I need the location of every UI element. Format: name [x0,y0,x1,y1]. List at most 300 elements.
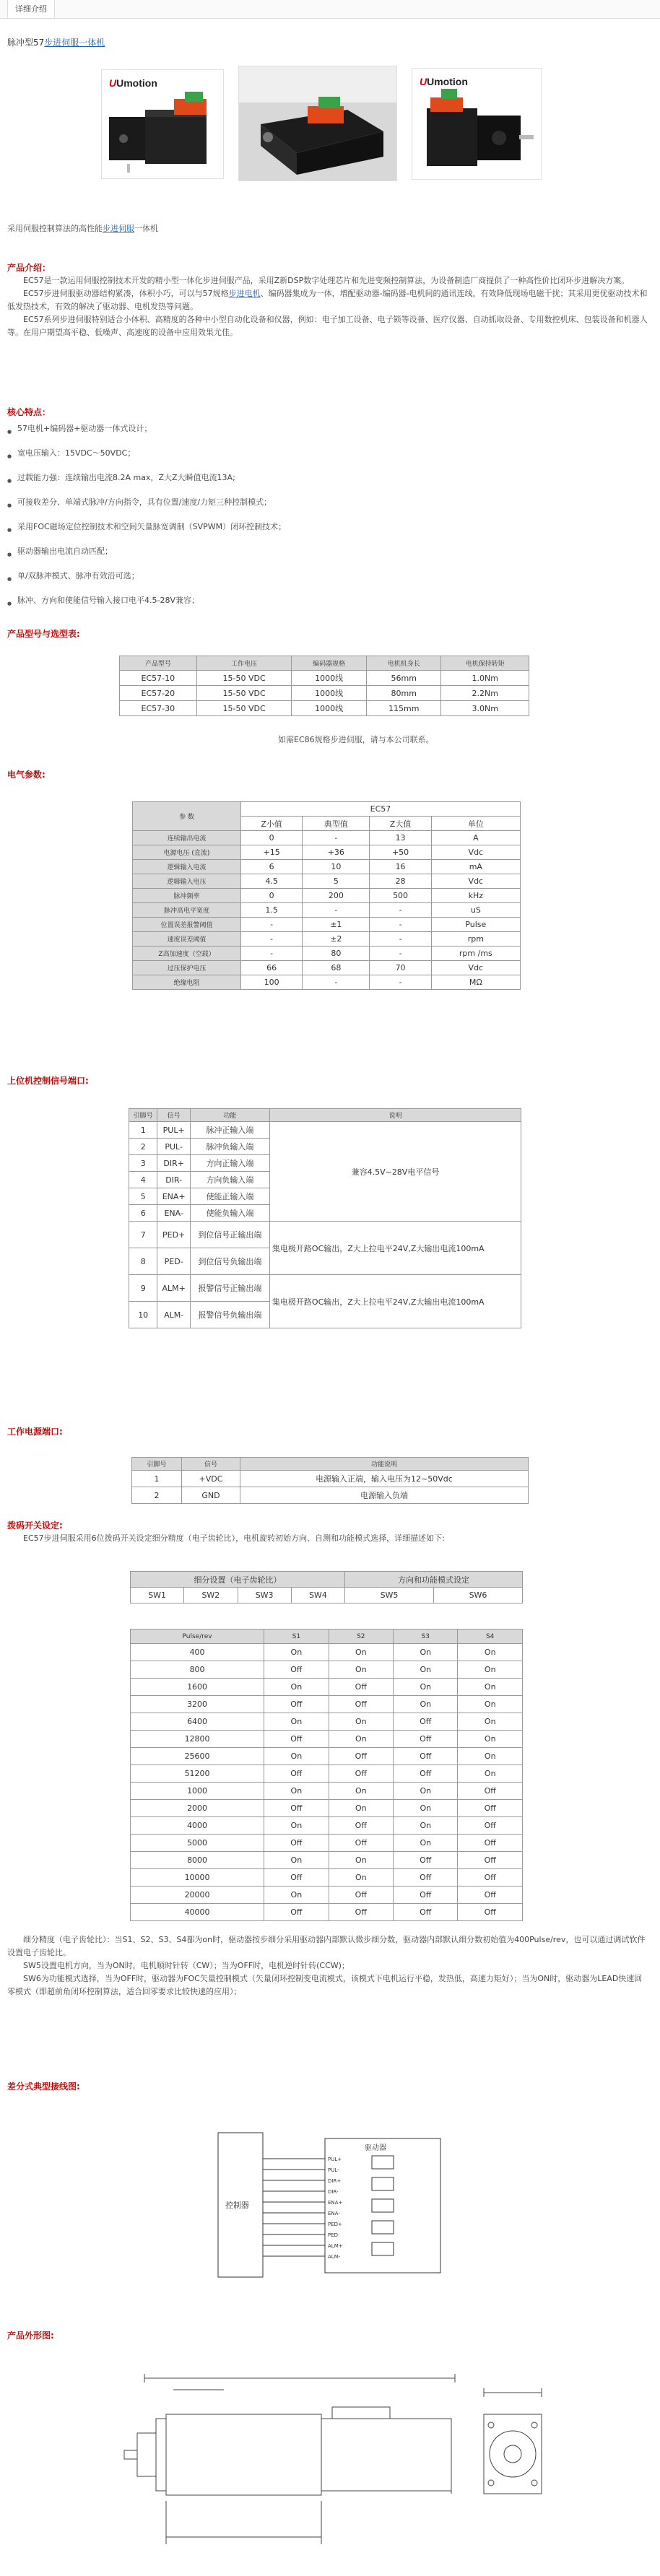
control-ports-title: 上位机控制信号端口: [7,1076,89,1086]
table-cell: PED+ [157,1222,191,1248]
table-cell: Off [394,1765,458,1783]
table-cell: On [394,1800,458,1817]
column-header: 编码器规格 [292,656,367,671]
table-cell: 5 [303,874,370,889]
table-cell: 5000 [131,1835,264,1852]
feature-item [7,448,650,462]
table-cell: 10000 [131,1869,264,1887]
table-row [131,1661,523,1679]
optocoupler-icon [372,2177,394,2190]
table-row [131,1765,523,1783]
group-header: 细分设置（电子齿轮比） [131,1572,345,1588]
table-cell: EC57-20 [120,686,197,701]
column-header: 电机机身长 [366,656,441,671]
table-cell: Off [394,1748,458,1765]
dimensions-title: 产品外形图: [7,2331,54,2341]
table-cell: +15 [241,845,303,860]
wiring-diagram [217,2130,448,2281]
table-cell: GND [181,1487,240,1504]
table-cell: - [241,947,303,961]
table-cell: +50 [370,845,431,860]
table-cell: Off [329,1748,393,1765]
table-cell: On [329,1731,393,1748]
table-cell: Off [329,1817,393,1835]
dip-subdivision-table [130,1629,523,1921]
switch-label: SW5 [345,1588,434,1604]
table-cell: - [370,947,431,961]
feature-text: 驱动器输出电流自动匹配； [17,547,113,556]
table-row [131,1887,523,1904]
feature-text: 脉冲、方向和使能信号输入接口电平4.5-28V兼容； [17,596,199,605]
table-cell: Off [264,1765,329,1783]
table-cell: Pulse [431,918,520,932]
table-cell: 8000 [131,1852,264,1869]
table-cell: +VDC [181,1471,240,1487]
table-cell: PUL+ [157,1122,191,1139]
table-cell: 0 [241,889,303,903]
table-cell: Off [458,1904,523,1921]
product-photo-2 [238,66,397,181]
table-cell: 6400 [131,1713,264,1731]
table-cell: DIR- [157,1172,191,1188]
table-cell: - [370,975,431,990]
overview-para-3: EC57系列步进伺服特别适合小体积、高精度的各种中小型自动化设备和仪器，例如：电子加工设备、电子锁等设备、医疗仪器、自动抓取设备、专用数控机床、包装设备和机器人等。在用户期望高平稳、低噪声、高速度的设备中应用效果尤佳。 [7,315,648,337]
table-cell: 51200 [131,1765,264,1783]
param-label: 脉冲高电平宽度 [133,903,241,918]
column-header: Z小值 [241,817,303,831]
param-label: 脉冲频率 [133,889,241,903]
table-cell: On [458,1679,523,1696]
bullet-icon: ● [7,453,12,459]
switch-label: SW2 [184,1588,238,1604]
table-cell: Off [329,1765,393,1783]
table-cell: 2 [129,1139,157,1155]
table-cell: On [264,1783,329,1800]
signal-label: DIR- [328,2189,339,2195]
table-cell: 400 [131,1644,264,1661]
dip-note-2: SW5设置电机方向，当为ON时，电机顺时针转（CW）；当为OFF时，电机逆时针转(CCW)； [23,1961,349,1970]
table-cell: 12800 [131,1731,264,1748]
table-row [131,1869,523,1887]
table-cell: On [329,1713,393,1731]
table-cell: 5 [129,1188,157,1205]
column-header: 说明 [269,1109,521,1122]
dip-title: 拨码开关设定: [7,1520,63,1531]
table-cell: Off [264,1904,329,1921]
table-cell: 10 [129,1302,157,1328]
intro-heading [7,36,105,48]
table-cell: A [431,831,520,845]
table-cell: 1600 [131,1679,264,1696]
table-cell: 到位信号负输出端 [190,1248,269,1275]
table-cell: ALM+ [157,1275,191,1302]
column-header: 信号 [157,1109,191,1122]
column-header: 电机保持转矩 [441,656,529,671]
column-header: 引脚号 [129,1109,157,1122]
signal-label: PUL+ [328,2157,342,2162]
table-cell: On [458,1644,523,1661]
column-header: 信号 [181,1458,240,1471]
controller-label: 控制器 [225,2201,249,2210]
table-cell: 9 [129,1275,157,1302]
table-row [133,961,521,975]
table-cell: Off [329,1904,393,1921]
table-cell: 6 [241,860,303,874]
models-title: 产品型号与选型表: [7,629,80,639]
table-cell: Off [458,1869,523,1887]
table-cell: On [264,1817,329,1835]
table-cell: Off [458,1887,523,1904]
feature-text: 采用FOC磁场定位控制技术和空间矢量脉宽调制（SVPWM）闭环控制技术； [17,522,287,531]
table-cell: rpm /ms [431,947,520,961]
param-label: 逻辑输入电压 [133,874,241,889]
switch-label: SW1 [131,1588,184,1604]
table-cell: PUL- [157,1139,191,1155]
table-cell: On [458,1661,523,1679]
table-cell: On [394,1817,458,1835]
feature-text: 宽电压输入：15VDC～50VDC； [17,448,136,458]
table-cell: ENA+ [157,1188,191,1205]
table-cell: 3.0Nm [441,701,529,716]
table-cell: 3 [129,1155,157,1172]
param-header: 参 数 [133,802,241,831]
table-cell: Off [458,1817,523,1835]
table-cell: DIR+ [157,1155,191,1172]
table-cell: On [394,1783,458,1800]
table-cell: Off [264,1661,329,1679]
tab-bar [0,0,660,19]
model-header: EC57 [241,802,521,817]
feature-item [7,472,650,487]
table-cell: On [458,1696,523,1713]
table-row [120,671,529,686]
table-cell: 6 [129,1205,157,1222]
dip-note-3: SW6为功能模式选择，当为OFF时，驱动器为FOC矢量控制模式（矢量闭环控制变电流模式，该模式下电机运行平稳，发热低，高速力矩好）；当为ON时，驱动器为LEAD快速回零模式（即超前角闭环控制算法，适合回零要求比较快速的应用）； [7,1974,643,1996]
table-cell: 80 [303,947,370,961]
bullet-icon: ● [7,601,12,606]
table-cell: Off [458,1835,523,1852]
feature-text: 57电机+编码器+驱动器一体式设计； [17,424,152,433]
table-row [132,1471,529,1487]
bullet-icon: ● [7,502,12,508]
bullet-icon: ● [7,478,12,484]
table-cell: 15-50 VDC [196,671,292,686]
column-header: 工作电压 [196,656,292,671]
column-header: Pulse/rev [131,1629,264,1644]
table-cell: ±2 [303,932,370,947]
signal-label: PED- [328,2232,340,2238]
driver-label: 驱动器 [365,2144,386,2152]
table-row [131,1783,523,1800]
dimension-drawing [116,2364,549,2573]
caption-link[interactable]: 步进伺服 [103,224,134,233]
feature-item [7,521,650,536]
table-cell: Off [394,1904,458,1921]
param-label: 连续输出电流 [133,831,241,845]
column-header: 单位 [431,817,520,831]
table-row [133,918,521,932]
table-cell: - [241,932,303,947]
signal-label: PED+ [328,2222,342,2227]
table-cell: On [264,1644,329,1661]
table-cell: On [394,1835,458,1852]
param-label: 逻辑输入电流 [133,860,241,874]
table-cell: 28 [370,874,431,889]
signal-note: 兼容4.5V~28V电平信号 [269,1122,521,1222]
table-cell: Off [394,1887,458,1904]
table-cell: 68 [303,961,370,975]
table-cell: Off [329,1696,393,1713]
table-cell: On [458,1713,523,1731]
feature-item [7,546,650,560]
feature-text: 单/双脉冲模式、脉冲有效沿可选； [17,571,139,580]
table-cell: 0 [241,831,303,845]
bullet-icon: ● [7,527,12,533]
dimension-drawing-svg [116,2364,549,2573]
table-row [120,701,529,716]
table-cell: 方向正输入端 [190,1155,269,1172]
table-cell: 8 [129,1248,157,1275]
table-cell: On [394,1696,458,1713]
table-row [131,1817,523,1835]
bullet-icon: ● [7,552,12,557]
column-header: 功能说明 [240,1458,528,1471]
table-cell: Off [458,1783,523,1800]
feature-text: 过载能力强：连续输出电流8.2A max，Z大Z大瞬值电流13A; [17,473,235,482]
table-row [133,903,521,918]
table-cell: rpm [431,932,520,947]
table-row [131,1904,523,1921]
column-header: S2 [329,1629,393,1644]
optocoupler-icon [372,2156,394,2169]
table-cell: 70 [370,961,431,975]
table-cell: On [458,1765,523,1783]
param-label: 速度误差阈值 [133,932,241,947]
table-cell: 20000 [131,1887,264,1904]
table-cell: 2000 [131,1800,264,1817]
table-cell: Vdc [431,845,520,860]
feature-item [7,423,650,438]
overview-body [7,274,650,339]
motor-image-2 [239,66,397,181]
electrical-title: 电气参数: [7,770,45,780]
column-header: S3 [394,1629,458,1644]
product-photo-3 [412,68,542,180]
table-cell: Off [458,1800,523,1817]
control-ports-table [129,1108,521,1328]
table-row [131,1748,523,1765]
table-cell: 10 [303,860,370,874]
table-row [133,889,521,903]
table-cell: Off [264,1869,329,1887]
table-cell: 使能正输入端 [190,1188,269,1205]
stepper-motor-link[interactable]: 步进电机 [228,289,261,298]
table-cell: EC57-10 [120,671,197,686]
table-cell: - [241,918,303,932]
table-cell: 1 [129,1122,157,1139]
table-cell: Off [394,1852,458,1869]
table-cell: Off [329,1835,393,1852]
intro-heading-link[interactable]: 步进伺服一体机 [44,38,105,48]
table-cell: 500 [370,889,431,903]
table-cell: 80mm [366,686,441,701]
table-cell: On [329,1644,393,1661]
table-cell: Off [329,1679,393,1696]
table-row [131,1713,523,1731]
table-cell: Off [264,1835,329,1852]
param-label: 电源电压 (直流) [133,845,241,860]
table-cell: ALM- [157,1302,191,1328]
product-photo-1 [101,69,224,179]
param-label: Z高加速度（空载） [133,947,241,961]
dip-notes [7,1933,650,1998]
table-row [131,1731,523,1748]
table-cell: On [329,1852,393,1869]
overview-para-1: EC57是一款运用伺服控制技术开发的精小型一体化步进伺服产品，采用Z新DSP数字处理芯片和先进变频控制算法，为设备制造厂商提供了一种高性价比闭环步进解决方案。 [23,276,630,285]
table-cell: 800 [131,1661,264,1679]
dip-intro: EC57步进伺服采用6位拨码开关设定细分精度（电子齿轮比），电机旋转初始方向、自测和功能模式选择，详细描述如下: [23,1533,445,1543]
table-cell: On [458,1731,523,1748]
table-cell: 脉冲负输入端 [190,1139,269,1155]
table-cell: On [394,1679,458,1696]
table-cell: - [303,903,370,918]
table-cell: 电源输入正端，输入电压为12~50Vdc [240,1471,528,1487]
table-cell: 1000 [131,1783,264,1800]
table-cell: EC57-30 [120,701,197,716]
overview-para-2: EC57步进伺服驱动器结构紧凑，体积小巧，可以与57规格步进电机、编码器集成为一体，增配驱动器-编码器-电机间的通讯连线，有效降低现场电磁干扰；其采用更优驱动技术和低发热技术，有效的解决了驱动器、电机发热等问题。 [7,289,648,311]
table-cell: On [264,1852,329,1869]
table-cell: Off [264,1731,329,1748]
table-cell: 使能负输入端 [190,1205,269,1222]
intro-heading-text: 脉冲型57 [7,38,45,48]
table-cell: ENA- [157,1205,191,1222]
column-header: 引脚号 [132,1458,182,1471]
power-ports-table [131,1457,529,1504]
table-cell: - [303,975,370,990]
table-cell: kHz [431,889,520,903]
feature-item [7,570,650,585]
overview-title: 产品介绍： [7,263,51,273]
table-cell: On [329,1661,393,1679]
features-title: 核心特点： [7,407,51,417]
table-cell: 1.5 [241,903,303,918]
table-cell: 25600 [131,1748,264,1765]
table-row [133,975,521,990]
table-cell: 100 [241,975,303,990]
table-cell: 报警信号负输出端 [190,1302,269,1328]
table-cell: 1.0Nm [441,671,529,686]
table-cell: 脉冲正输入端 [190,1122,269,1139]
table-cell: 15-50 VDC [196,701,292,716]
table-cell: 4.5 [241,874,303,889]
table-cell: On [264,1748,329,1765]
signal-label: PUL- [328,2167,339,2173]
table-row [133,947,521,961]
signal-label: ENA+ [328,2200,343,2206]
table-cell: 15-50 VDC [196,686,292,701]
table-row [131,1800,523,1817]
param-label: 过压保护电压 [133,961,241,975]
table-cell: Off [394,1731,458,1748]
table-cell: 2.2Nm [441,686,529,701]
table-row [133,845,521,860]
table-row [131,1852,523,1869]
optocoupler-icon [372,2242,394,2255]
table-cell: 4 [129,1172,157,1188]
table-cell: 1 [132,1471,182,1487]
table-row [129,1122,521,1139]
signal-note: 集电极开路OC输出，Z大上拉电平24V,Z大输出电流100mA [269,1275,521,1328]
table-cell: - [370,903,431,918]
table-row [133,874,521,889]
electrical-table [132,801,521,990]
table-cell: 1000线 [292,686,367,701]
table-row [133,831,521,845]
table-cell: +36 [303,845,370,860]
models-note: 如需EC86规格步进伺服，请与本公司联系。 [278,735,434,744]
table-cell: Vdc [431,874,520,889]
table-row [129,1222,521,1248]
table-cell: 3200 [131,1696,264,1713]
table-cell: PED- [157,1248,191,1275]
table-cell: On [329,1783,393,1800]
switch-label: SW6 [433,1588,522,1604]
param-label: 绝缘电阻 [133,975,241,990]
table-cell: MΩ [431,975,520,990]
umotion-logo: UUmotion [109,77,157,89]
signal-label: ENA- [328,2211,340,2216]
table-cell: 56mm [366,671,441,686]
tab-details[interactable]: 详细介绍 [7,0,55,18]
table-cell: mA [431,860,520,874]
intro-caption: 采用伺服控制算法的高性能步进伺服一体机 [7,224,158,233]
table-cell: 到位信号正输出端 [190,1222,269,1248]
dip-note-1: 细分精度（电子齿轮比）：当S1、S2、S3、S4都为on时，驱动器按步细分采用驱动器内部默认微步细分数，驱动器内部默认细分数初始值为400Pulse/rev，也可以通过调试软件设置电子齿轮比。 [7,1935,646,1957]
models-table [119,656,529,716]
table-cell: 200 [303,889,370,903]
feature-text: 可接收差分、单端式脉冲/方向指令，具有位置/速度/力矩三种控制模式； [17,497,272,507]
table-cell: 报警信号正输出端 [190,1275,269,1302]
signal-label: DIR+ [328,2178,342,2184]
column-header: 产品型号 [120,656,197,671]
table-row [131,1835,523,1852]
bullet-icon: ● [7,429,12,435]
table-cell: - [370,932,431,947]
table-row [133,860,521,874]
signal-label: ALM+ [328,2243,343,2249]
table-cell: On [329,1800,393,1817]
table-cell: Off [458,1852,523,1869]
column-header: 典型值 [303,817,370,831]
wiring-title: 差分式典型接线图: [7,2081,80,2092]
table-cell: On [394,1661,458,1679]
table-cell: On [264,1679,329,1696]
table-cell: On [264,1713,329,1731]
column-header: Z大值 [370,817,431,831]
table-cell: 7 [129,1222,157,1248]
table-cell: 1000线 [292,701,367,716]
switch-label: SW3 [238,1588,291,1604]
feature-item [7,497,650,511]
table-cell: 1000线 [292,671,367,686]
table-row [131,1679,523,1696]
table-cell: ±1 [303,918,370,932]
table-cell: Off [329,1887,393,1904]
table-cell: 电源输入负端 [240,1487,528,1504]
table-cell: 40000 [131,1904,264,1921]
feature-item [7,595,650,609]
param-label: 位置误差报警阈值 [133,918,241,932]
